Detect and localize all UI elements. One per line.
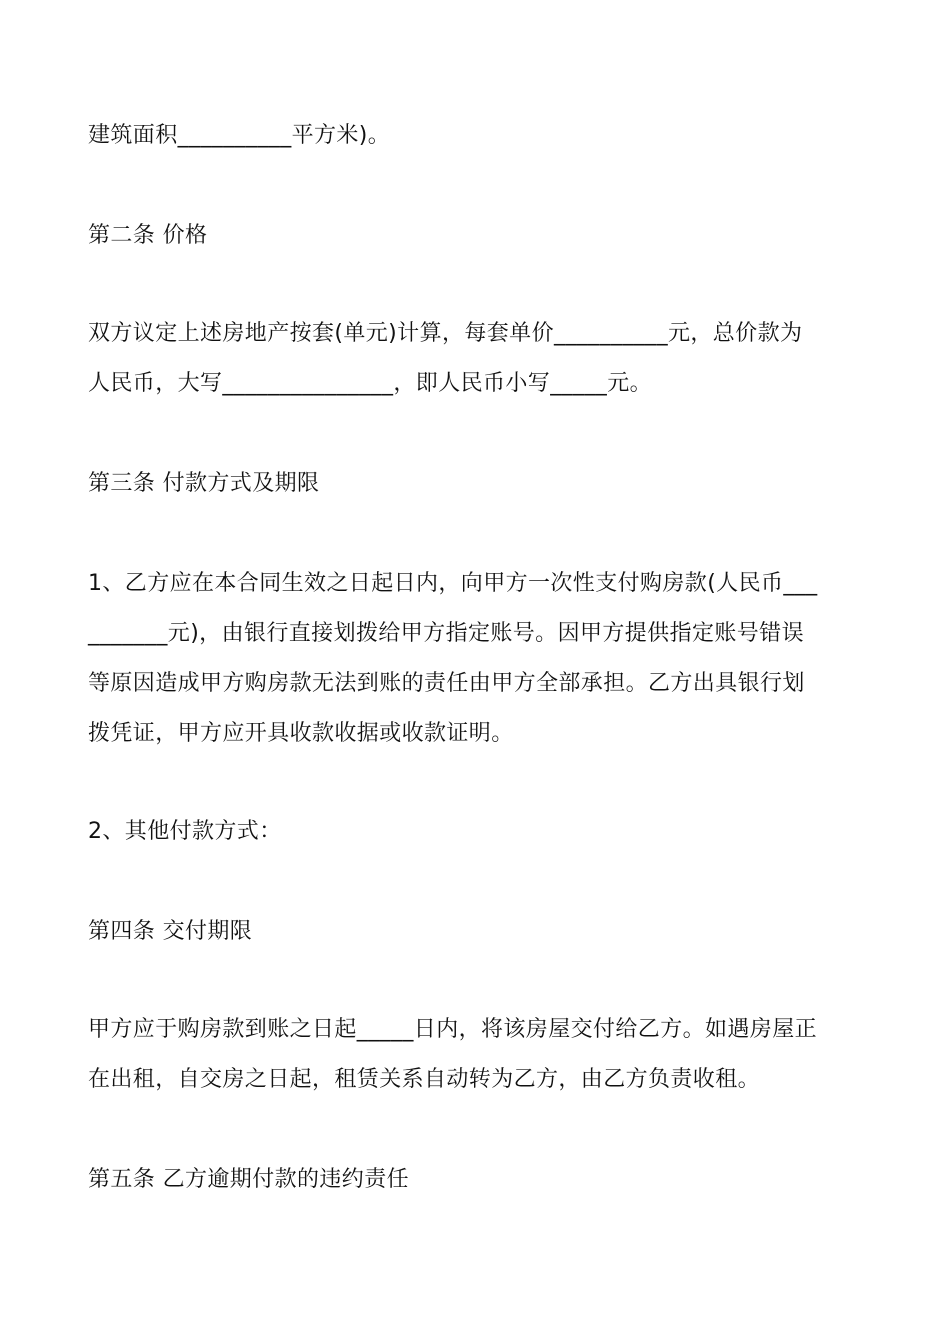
payment-item-2: 2、其他付款方式：: [88, 819, 282, 844]
article-2-heading: 第二条 价格: [88, 223, 208, 248]
article-3-heading: 第三条 付款方式及期限: [88, 471, 320, 496]
payment-item-1-line-3: 等原因造成甲方购房款无法到账的责任由甲方全部承担。乙方出具银行划: [88, 671, 805, 696]
payment-item-1-line-1: 1、乙方应在本合同生效之日起日内，向甲方一次性支付购房款(人民币___: [88, 571, 818, 596]
article-4-heading: 第四条 交付期限: [88, 919, 253, 944]
price-paragraph-line-2: 人民币，大写_______________，即人民币小写_____元。: [88, 371, 653, 396]
payment-item-1-line-2: _______元)，由银行直接划拨给甲方指定账号。因甲方提供指定账号错误: [88, 621, 804, 646]
article-5-heading: 第五条 乙方逾期付款的违约责任: [88, 1167, 409, 1192]
delivery-paragraph-line-1: 甲方应于购房款到账之日起_____日内，将该房屋交付给乙方。如遇房屋正: [88, 1017, 818, 1042]
delivery-paragraph-line-2: 在出租，自交房之日起，租赁关系自动转为乙方，由乙方负责收租。: [88, 1067, 761, 1092]
payment-item-1-line-4: 拨凭证，甲方应开具收款收据或收款证明。: [88, 721, 514, 746]
area-line: 建筑面积__________平方米)。: [88, 123, 391, 148]
price-paragraph-line-1: 双方议定上述房地产按套(单元)计算，每套单价__________元，总价款为: [88, 321, 803, 346]
